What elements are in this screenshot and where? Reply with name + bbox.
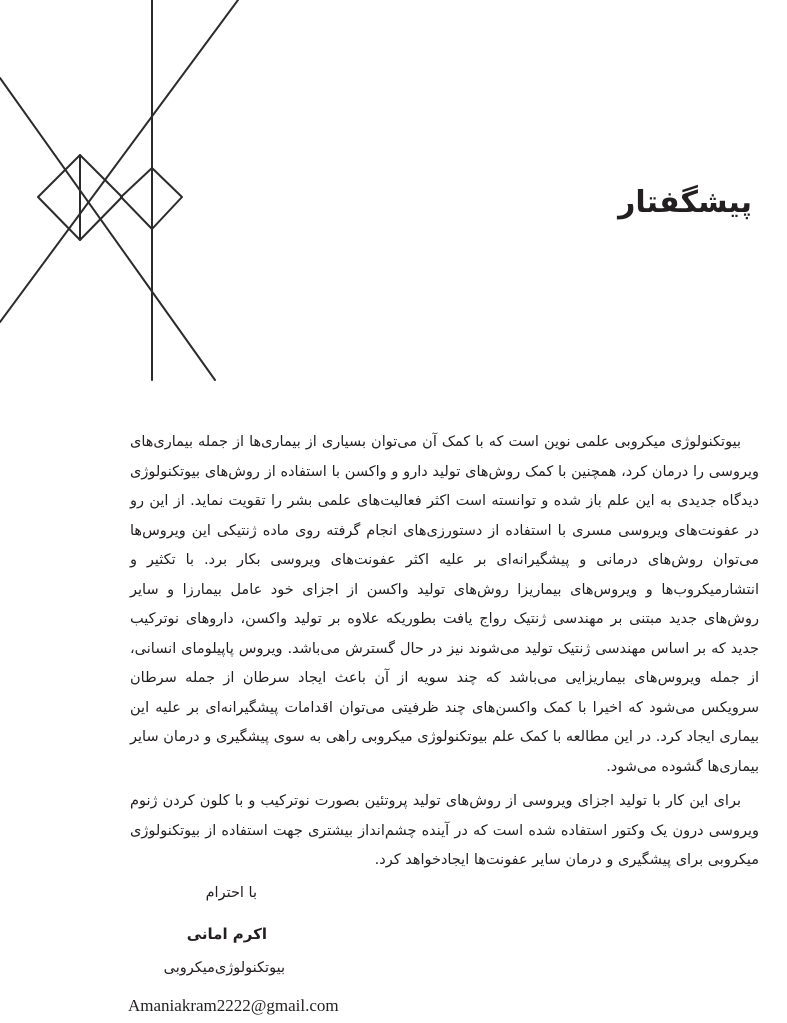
ornament-line	[0, 78, 215, 380]
signature-name: اکرم امانی	[186, 925, 267, 943]
signature-regards: با احترام	[205, 885, 257, 901]
preface-body	[130, 428, 759, 876]
signature-email: Amaniakram2222@gmail.com	[128, 996, 339, 1015]
page-title: پیشگفتار	[618, 185, 752, 220]
signature-field: بیوتکنولوژی‌میکروبی	[163, 960, 285, 976]
preface-paragraph-1: بیوتکنولوژی میکروبی علمی نوین است که با کمک آن می‌توان بسیاری از بیماری‌ها از جمله بیماری‌های ویروسی را درمان کرد، همچنین با کمک روش‌های تولید دارو و واکسن با استفاده از روش‌های بیوتکنولوژی دیدگاه جدیدی به این علم باز شده و توانسته است اکثر فعالیت‌های علمی بشر را تقویت نماید. از این رو در عفونت‌های ویروسی مسری با استفاده از دستورزی‌های انجام گرفته روی ماده ژنتیکی این ویروس‌ها می‌توان روش‌های درمانی و پیشگیرانه‌ای بر علیه اکثر عفونت‌های ویروسی بکار برد. با تکثیر و انتشارمیکروب‌ها و ویروس‌های بیماریزا روش‌های تولید واکسن از اجزای خود عامل بیمارزا و سایر روش‌های جدید مبتنی بر مهندسی ژنتیک رواج یافت بطوریکه علاوه بر تولید واکسن، داروهای نوترکیب جدید که بر اساس مهندسی ژنتیک تولید می‌شوند نیز در حال گسترش می‌باشد. ویروس پاپیلومای انسانی، از جمله ویروس‌های بیماریزایی می‌باشد که چند سویه از آن باعث ایجاد سرطان از جمله سرطان سرویکس می‌شود که اخیرا با کمک واکسن‌های چند ظرفیتی می‌توان اقدامات پیشگیرانه‌ای بر علیه این بیماری ایجاد کرد. در این مطالعه با کمک علم بیوتکنولوژی میکروبی راهی به سوی پیشگیری و درمان سایر بیماری‌ها گشوده می‌شود.	[130, 434, 759, 775]
preface-paragraph-2: برای این کار با تولید اجزای ویروسی از روش‌های تولید پروتئین بصورت نوترکیب و با کلون کردن ژنوم ویروسی درون یک وکتور استفاده شده است که در آینده چشم‌انداز بیشتری جهت استفاده از بیوتکنولوژی میکروبی برای پیشگیری و درمان سایر عفونت‌ها ایجادخواهد کرد.	[130, 793, 759, 868]
ornament-line	[0, 0, 238, 322]
